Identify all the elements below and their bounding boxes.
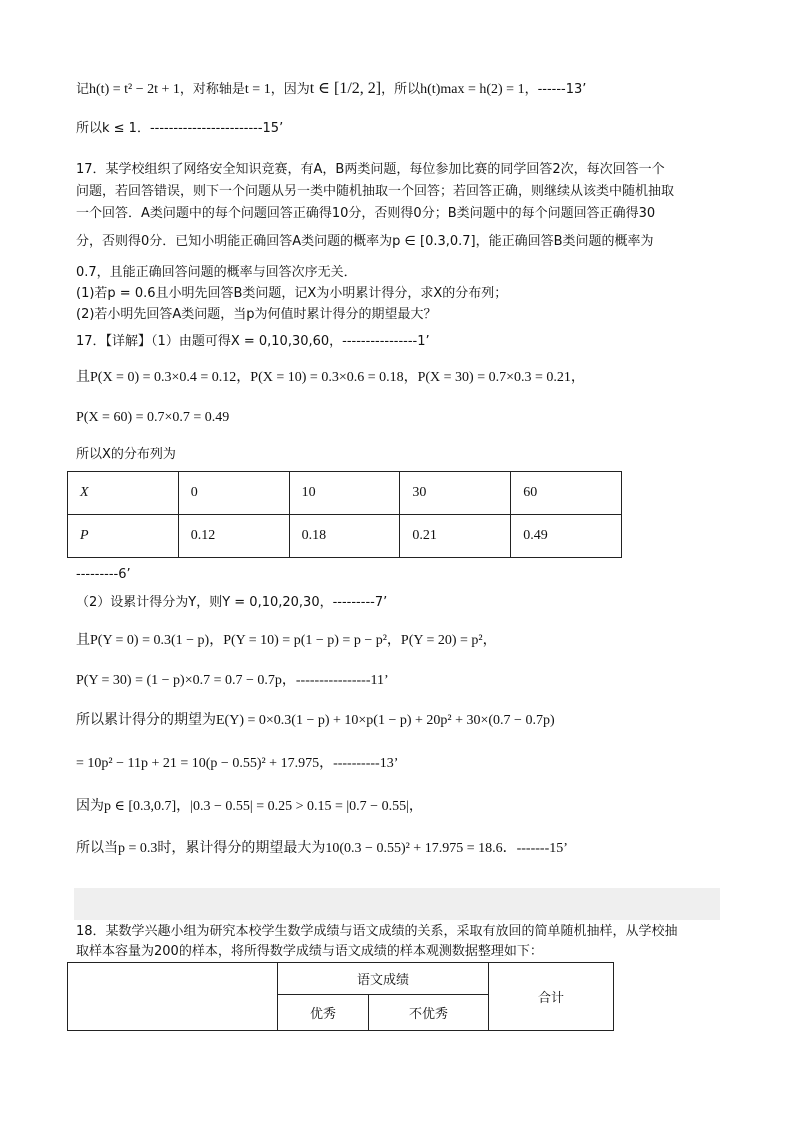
q17-solution-part2-intro: （2）设累计得分为Y，则Y = 0,10,20,30，---------7’ — [76, 595, 388, 610]
sep-text: ，所以 — [381, 82, 421, 97]
q17-solution-line-1: 17．【详解】（1）由题可得X = 0,10,30,60，----------------1’ — [76, 334, 430, 349]
q17-solution-line-4: 所以X的分布列为 — [76, 447, 176, 462]
table-cell: 30 — [400, 472, 511, 515]
q17-score-mark-6: ---------6’ — [76, 567, 131, 582]
q17-solution-line-3: P(X = 60) = 0.7×0.7 = 0.49 — [76, 410, 230, 425]
solution-16-line-ht — [76, 80, 586, 99]
section-divider-band — [74, 888, 720, 920]
table-cell: 10 — [289, 472, 400, 515]
q17-paragraph-line-3: 一个回答．A类问题中的每个问题回答正确得10分，否则得0分；B类问题中的每个问题回答正确得30 — [76, 206, 656, 221]
table-col-header: 不优秀 — [369, 995, 489, 1031]
table-cell: 60 — [511, 472, 622, 515]
interval-formula: t ∈ [1/2, 2] — [309, 80, 382, 97]
prefix-text: 记 — [76, 82, 90, 97]
contingency-table — [67, 962, 614, 1031]
table-cell: P — [68, 515, 179, 558]
ht-formula: h(t) = t² − 2t + 1 — [89, 82, 180, 97]
distribution-table — [67, 471, 622, 558]
table-row — [68, 515, 622, 558]
q18-paragraph-line-1: 18．某数学兴趣小组为研究本校学生数学成绩与语文成绩的关系，采取有放回的简单随机抽样，从学校抽 — [76, 924, 678, 939]
table-row — [68, 472, 622, 515]
q17-paragraph-line-2: 问题，若回答错误，则下一个问题从另一类中随机抽取一个回答；若回答正确，则继续从该类中随机抽取 — [76, 184, 675, 199]
q17-paragraph-line-4: 分，否则得0分．已知小明能正确回答A类问题的概率为p ∈ [0.3,0.7]，能正确回答B类问题的概率为 — [76, 234, 654, 249]
q17-solution-line-2: 且P(X = 0) = 0.3×0.4 = 0.12，P(X = 10) = 0.3×0.6 = 0.18，P(X = 30) = 0.7×0.3 = 0.21， — [76, 370, 585, 385]
q17-comparison-line: 因为p ∈ [0.3,0.7]，|0.3 − 0.55| = 0.25 > 0.15 = |0.7 − 0.55|， — [76, 799, 423, 814]
sep-text: ，对称轴是 — [179, 82, 245, 97]
table-cell: 0.18 — [289, 515, 400, 558]
q17-paragraph-line-1: 17．某学校组织了网络安全知识竞赛，有A，B两类问题，每位参加比赛的同学回答2次，每次回答一个 — [76, 162, 665, 177]
q17-subquestion-2: (2)若小明先回答A类问题，当p为何值时累计得分的期望最大？ — [76, 307, 437, 322]
q18-paragraph-line-2: 取样本容量为200的样本，将所得数学成绩与语文成绩的样本观测数据整理如下： — [76, 944, 543, 959]
table-cell: 0.49 — [511, 515, 622, 558]
axis-formula: t = 1 — [244, 82, 271, 97]
score-mark: ，------13’ — [524, 82, 587, 97]
table-total-header: 合计 — [489, 963, 614, 1031]
table-row — [68, 963, 614, 995]
q17-expectation-simplified: = 10p² − 11p + 21 = 10(p − 0.55)² + 17.975，----------13’ — [76, 756, 399, 771]
q17-expectation-line: 所以累计得分的期望为E(Y) = 0×0.3(1 − p) + 10×p(1 − p) + 20p² + 30×(0.7 − 0.7p) — [76, 713, 555, 728]
table-col-header: 优秀 — [278, 995, 369, 1031]
q17-paragraph-line-5: 0.7，且能正确回答问题的概率与回答次序无关． — [76, 265, 357, 280]
q17-solution-line-8: P(Y = 30) = (1 − p)×0.7 = 0.7 − 0.7p，----------------11’ — [76, 673, 389, 688]
table-cell: 0.21 — [400, 515, 511, 558]
sep-text: ，因为 — [270, 82, 310, 97]
table-cell-empty — [68, 963, 278, 1031]
solution-16-conclusion: 所以k ≤ 1．------------------------15’ — [76, 121, 284, 136]
table-group-header: 语文成绩 — [278, 963, 489, 995]
table-cell: 0 — [178, 472, 289, 515]
table-cell: 0.12 — [178, 515, 289, 558]
q17-subquestion-1: (1)若p = 0.6且小明先回答B类问题，记X为小明累计得分，求X的分布列； — [76, 286, 508, 301]
table-cell: X — [68, 472, 179, 515]
q17-solution-line-7: 且P(Y = 0) = 0.3(1 − p)，P(Y = 10) = p(1 − p) = p − p²，P(Y = 20) = p²， — [76, 633, 497, 648]
q17-final-answer: 所以当p = 0.3时，累计得分的期望最大为10(0.3 − 0.55)² + 17.975 = 18.6．-------15’ — [76, 841, 568, 856]
max-formula: h(t)max = h(2) = 1 — [420, 82, 525, 97]
